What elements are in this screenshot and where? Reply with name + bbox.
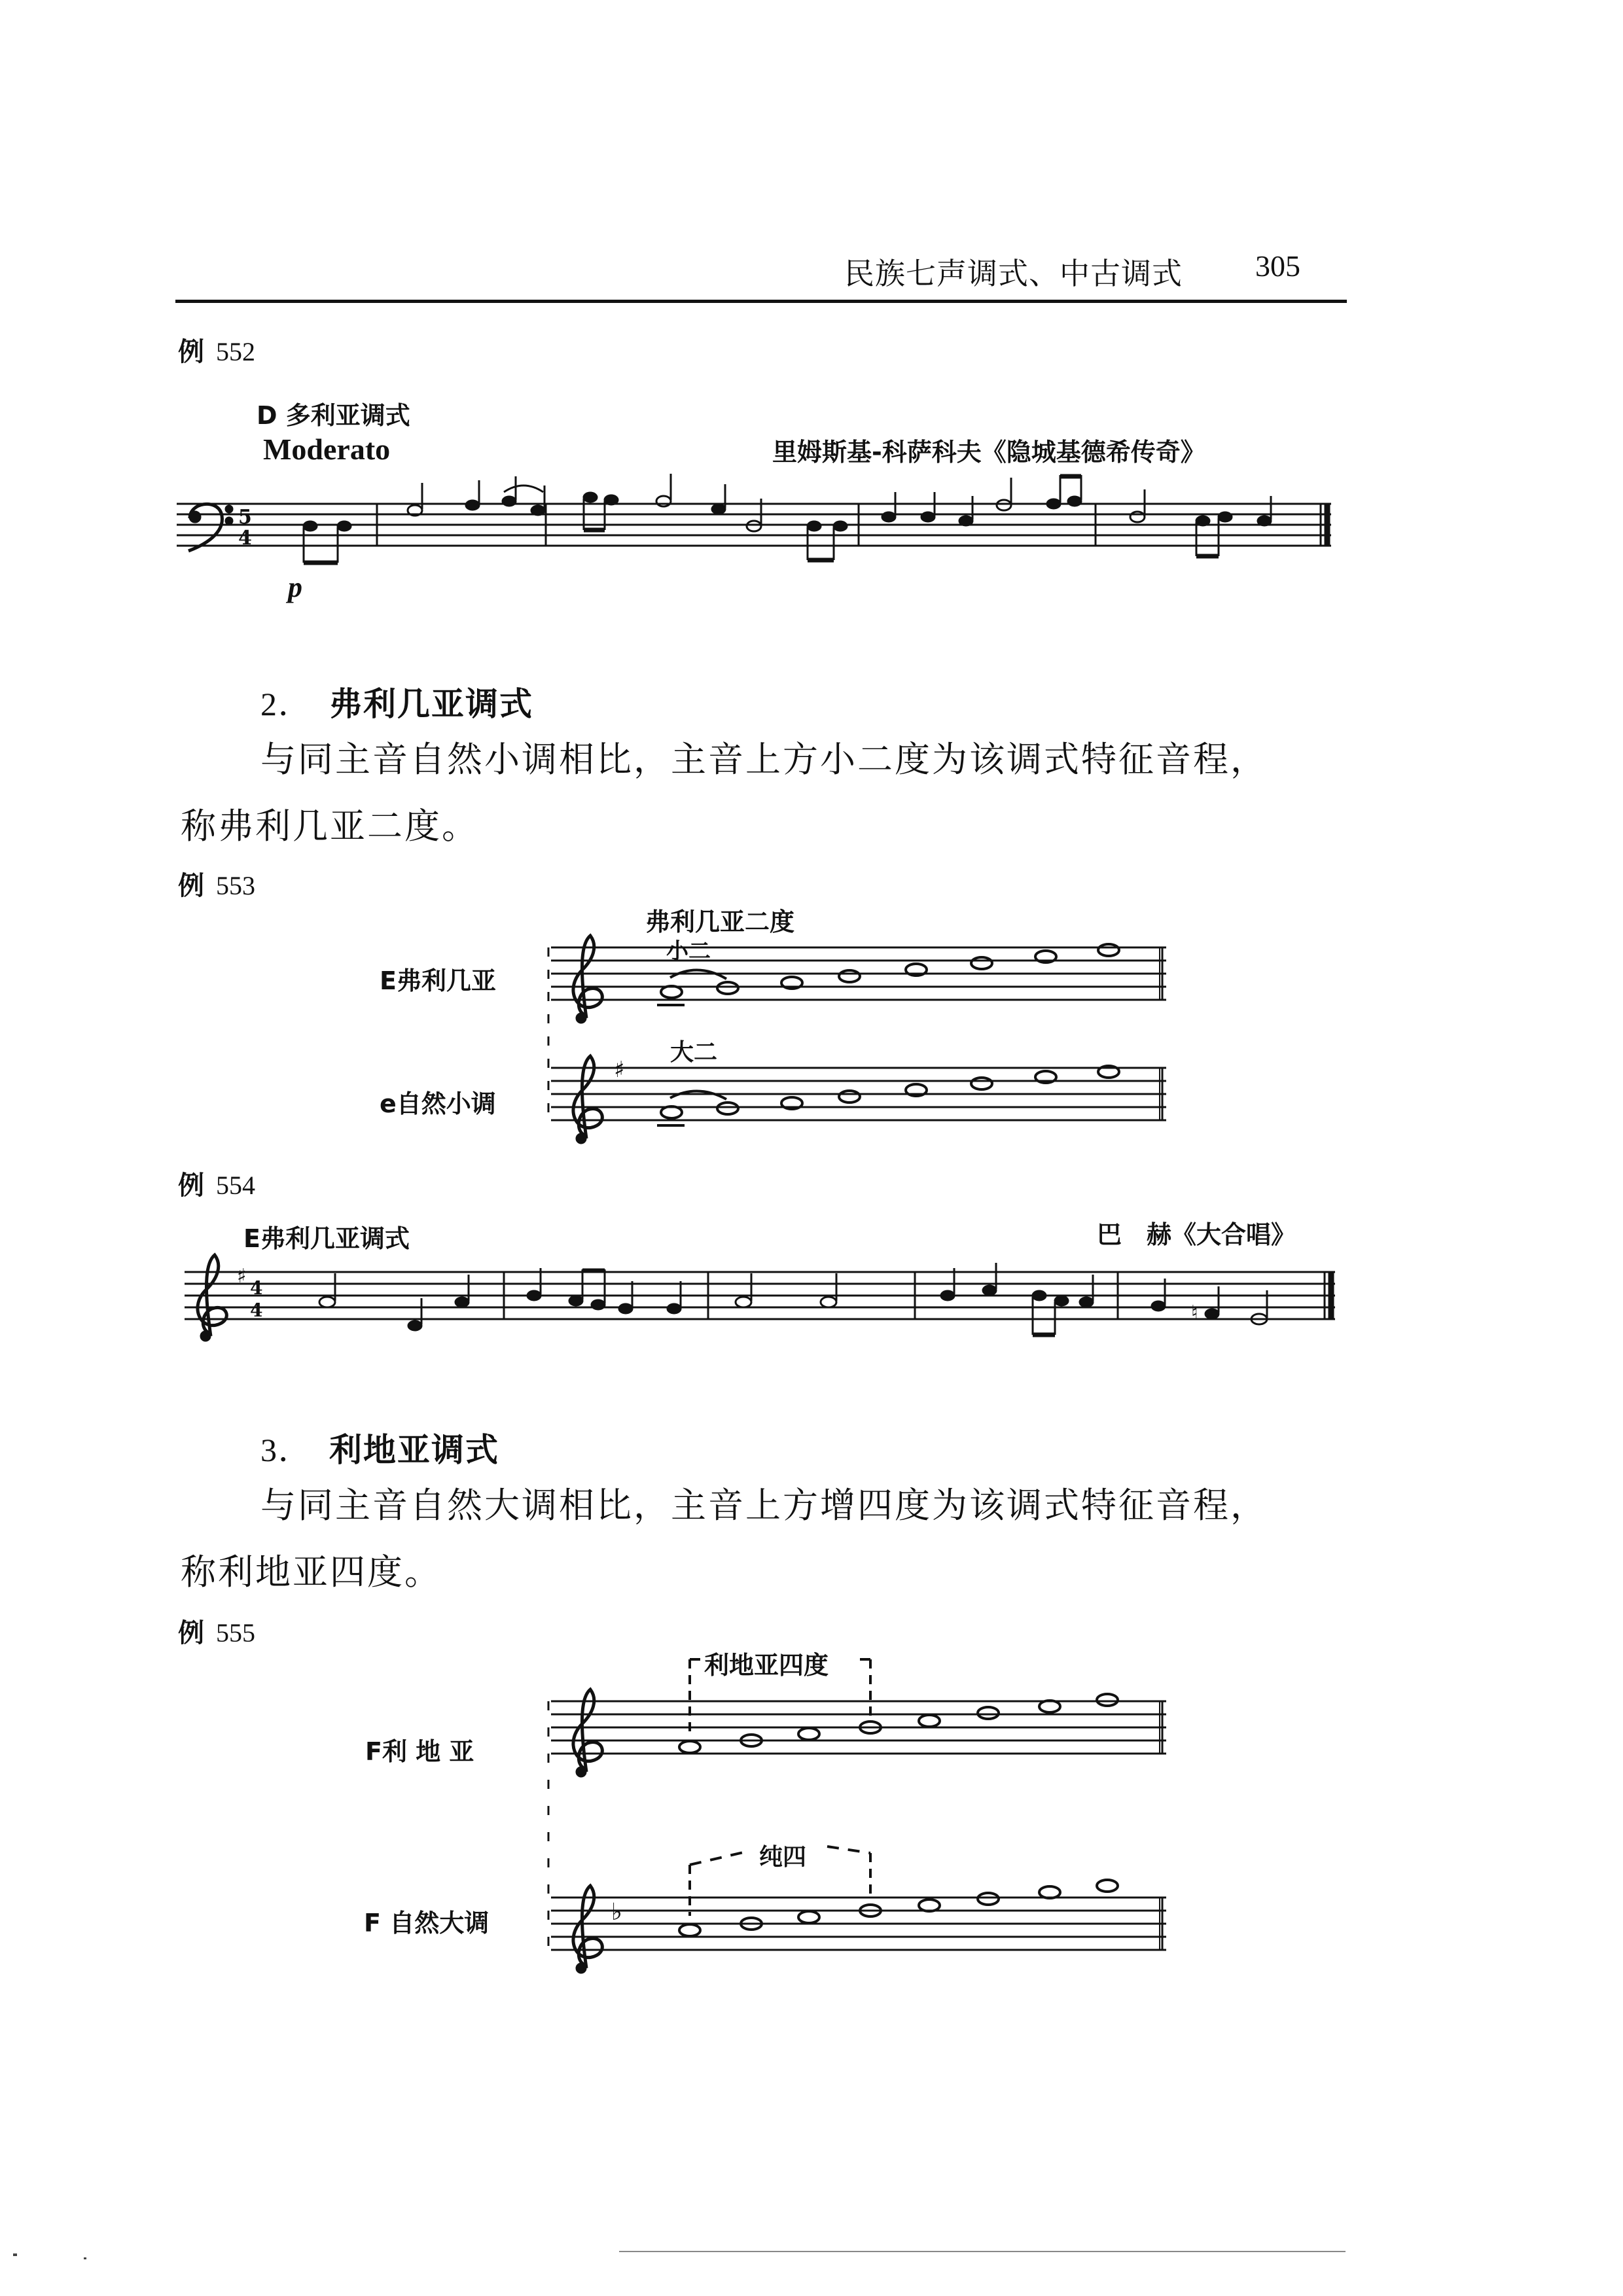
section-title: 弗利几亚调式 (329, 685, 533, 723)
time-signature-bottom: 4 (250, 1299, 263, 1321)
example-number: 552 (216, 337, 255, 366)
example-number: 554 (216, 1171, 255, 1200)
flat-sign: ♭ (611, 1899, 622, 1926)
svg-text:♮: ♮ (1191, 1301, 1198, 1324)
time-signature-top: 5 (238, 506, 252, 529)
running-header-title: 民族七声调式、中古调式 (844, 256, 1183, 291)
staff-554 (185, 1272, 1335, 1319)
section-number: 3． (260, 1432, 312, 1468)
example-number: 555 (216, 1618, 255, 1648)
section-title: 利地亚调式 (329, 1431, 499, 1469)
phrygian-scale-label: E弗利几亚 (380, 966, 496, 995)
time-signature-bottom: 4 (238, 527, 252, 550)
page-number: 305 (1255, 249, 1300, 283)
example-552-source: 里姆斯基-科萨科夫《隐城基德希传奇》 (772, 438, 1205, 467)
example-label-text: 例 (178, 337, 204, 367)
staff-555-lower (551, 1898, 1166, 1950)
scan-speck (13, 2253, 17, 2256)
notes-554 (319, 1263, 1267, 1335)
section-3-text-line1: 与同主音自然大调相比，主音上方增四度为该调式特征音程， (260, 1485, 1268, 1526)
bass-clef (188, 504, 232, 551)
lydian-scale-label: F利 地 亚 (365, 1737, 474, 1766)
scale-555-lower (679, 1846, 1118, 1936)
perfect-fourth-bracket-label: 纯四 (759, 1844, 807, 1871)
example-552-mode: D 多利亚调式 (257, 401, 410, 430)
treble-clef (198, 1255, 226, 1340)
minor-second-label: 小二 (666, 938, 711, 964)
natural-major-label: F 自然大调 (364, 1909, 490, 1937)
dynamic-marking: p (288, 571, 302, 603)
scan-speck (84, 2257, 86, 2259)
treble-clef (573, 1056, 602, 1142)
phrygian-second-label: 弗利几亚二度 (645, 908, 795, 936)
section-2-text-line2: 称弗利几亚二度。 (181, 805, 479, 847)
section-3-text-line2: 称利地亚四度。 (181, 1551, 442, 1593)
scale-553-lower (657, 1066, 1119, 1125)
scan-line (619, 2251, 1346, 2252)
scale-555-upper (679, 1659, 1118, 1753)
section-2-text-line1: 与同主音自然小调相比，主音上方小二度为该调式特征音程， (260, 739, 1268, 780)
example-number: 553 (216, 871, 255, 900)
section-number: 2． (260, 686, 312, 722)
treble-clef (573, 1689, 602, 1776)
major-second-label: 大二 (670, 1039, 718, 1066)
treble-clef (573, 1886, 602, 1972)
example-label-text: 例 (178, 1171, 204, 1201)
treble-clef (573, 936, 602, 1022)
example-554-source: 巴 赫《大合唱》 (1097, 1220, 1296, 1249)
natural-minor-label: e自然小调 (380, 1089, 496, 1118)
time-signature-top: 4 (250, 1277, 263, 1299)
sharp-sign: ♯ (614, 1057, 625, 1083)
example-label-text: 例 (178, 871, 204, 901)
example-554-mode: E弗利几亚调式 (243, 1224, 410, 1253)
lydian-fourth-bracket-label: 利地亚四度 (704, 1651, 829, 1680)
sharp-sign: ♯ (237, 1265, 247, 1288)
notes-552 (304, 474, 1271, 563)
example-552-tempo: Moderato (263, 433, 391, 466)
example-label-text: 例 (178, 1618, 204, 1648)
